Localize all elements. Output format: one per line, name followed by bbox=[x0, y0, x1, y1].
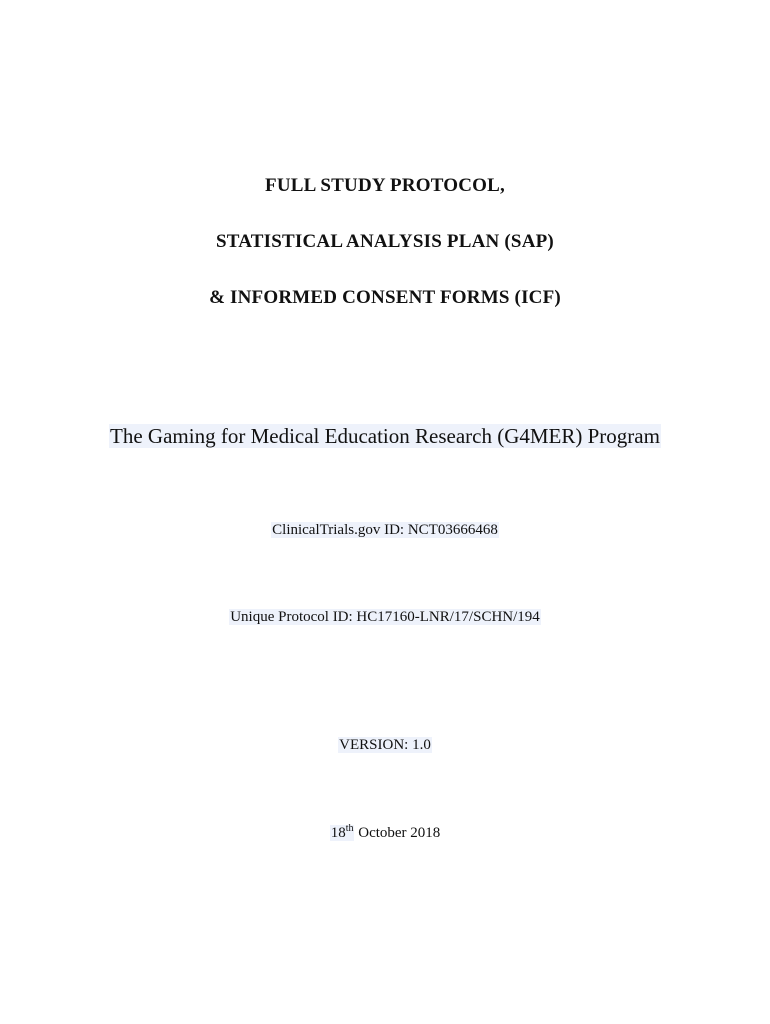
title-line-3 bbox=[0, 287, 770, 309]
title-line-3-text: & INFORMED CONSENT FORMS (ICF) bbox=[209, 287, 561, 308]
version-line bbox=[0, 737, 770, 754]
title-line-2 bbox=[0, 231, 770, 253]
program-name-line bbox=[0, 424, 770, 449]
protocol-id-line bbox=[0, 609, 770, 626]
program-name: The Gaming for Medical Education Research (G4MER) Program bbox=[110, 424, 660, 448]
title-line-1 bbox=[0, 175, 770, 197]
date-rest: October 2018 bbox=[354, 825, 441, 841]
title-line-1-text: FULL STUDY PROTOCOL, bbox=[265, 175, 505, 196]
clinicaltrials-id: ClinicalTrials.gov ID: NCT03666468 bbox=[272, 522, 498, 538]
date-day: 18 bbox=[330, 825, 346, 841]
date-day-group bbox=[330, 825, 355, 841]
title-line-2-text: STATISTICAL ANALYSIS PLAN (SAP) bbox=[216, 231, 554, 252]
protocol-id: Unique Protocol ID: HC17160-LNR/17/SCHN/194 bbox=[230, 609, 540, 625]
date-line bbox=[0, 825, 770, 842]
version-text: VERSION: 1.0 bbox=[339, 737, 431, 753]
date-day-suffix: th bbox=[345, 823, 354, 834]
clinicaltrials-id-line bbox=[0, 522, 770, 539]
